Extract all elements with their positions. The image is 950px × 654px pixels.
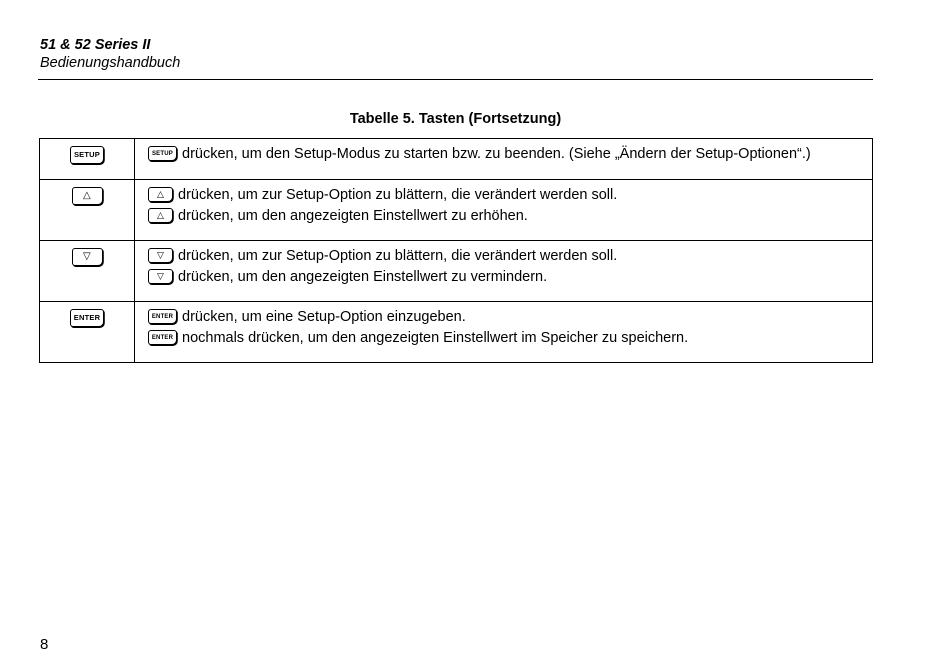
description-line bbox=[148, 245, 864, 266]
up-arrow-key-icon: △ bbox=[72, 187, 103, 205]
description-text: nochmals drücken, um den angezeigten Einstellwert im Speicher zu speichern. bbox=[182, 329, 689, 346]
page-number: 8 bbox=[40, 636, 49, 653]
key-cell bbox=[40, 180, 135, 241]
description-cell bbox=[135, 139, 873, 180]
table-row-down bbox=[40, 241, 873, 302]
down-arrow-key-icon: ▽ bbox=[148, 269, 173, 284]
description-line bbox=[148, 205, 864, 226]
description-text: drücken, um zur Setup-Option zu blättern, die verändert werden soll. bbox=[178, 247, 618, 264]
key-cell bbox=[40, 139, 135, 180]
table-row-enter bbox=[40, 302, 873, 363]
manual-subtitle: Bedienungshandbuch bbox=[40, 55, 181, 71]
description-text: drücken, um den angezeigten Einstellwert zu vermindern. bbox=[178, 268, 548, 285]
header-divider bbox=[38, 79, 873, 80]
table-row-up bbox=[40, 180, 873, 241]
keys-table bbox=[39, 138, 873, 363]
description-cell bbox=[135, 302, 873, 363]
setup-key-icon: SETUP bbox=[70, 146, 104, 164]
up-arrow-key-icon: △ bbox=[148, 208, 173, 223]
description-cell bbox=[135, 180, 873, 241]
table-title: Tabelle 5. Tasten (Fortsetzung) bbox=[349, 111, 562, 127]
enter-key-icon: ENTER bbox=[148, 309, 177, 324]
down-arrow-key-icon: ▽ bbox=[148, 248, 173, 263]
page-header bbox=[40, 36, 180, 73]
product-title: 51 & 52 Series II bbox=[40, 37, 151, 53]
up-arrow-key-icon: △ bbox=[148, 187, 173, 202]
description-line bbox=[148, 327, 864, 348]
enter-key-icon: ENTER bbox=[70, 309, 104, 327]
description-text: drücken, um den Setup-Modus zu starten bzw. zu beenden. (Siehe „Ändern der Setup-Optionen“.) bbox=[182, 145, 811, 162]
enter-key-icon: ENTER bbox=[148, 330, 177, 345]
description-text: drücken, um den angezeigten Einstellwert zu erhöhen. bbox=[178, 207, 528, 224]
description-line bbox=[148, 266, 864, 287]
description-text: drücken, um eine Setup-Option einzugeben. bbox=[182, 308, 466, 325]
setup-key-icon: SETUP bbox=[148, 146, 177, 161]
description-text: drücken, um zur Setup-Option zu blättern, die verändert werden soll. bbox=[178, 186, 618, 203]
description-line bbox=[148, 306, 864, 327]
description-line bbox=[148, 143, 864, 164]
key-cell bbox=[40, 241, 135, 302]
key-cell bbox=[40, 302, 135, 363]
description-cell bbox=[135, 241, 873, 302]
down-arrow-key-icon: ▽ bbox=[72, 248, 103, 266]
table-row-setup bbox=[40, 139, 873, 180]
description-line bbox=[148, 184, 864, 205]
